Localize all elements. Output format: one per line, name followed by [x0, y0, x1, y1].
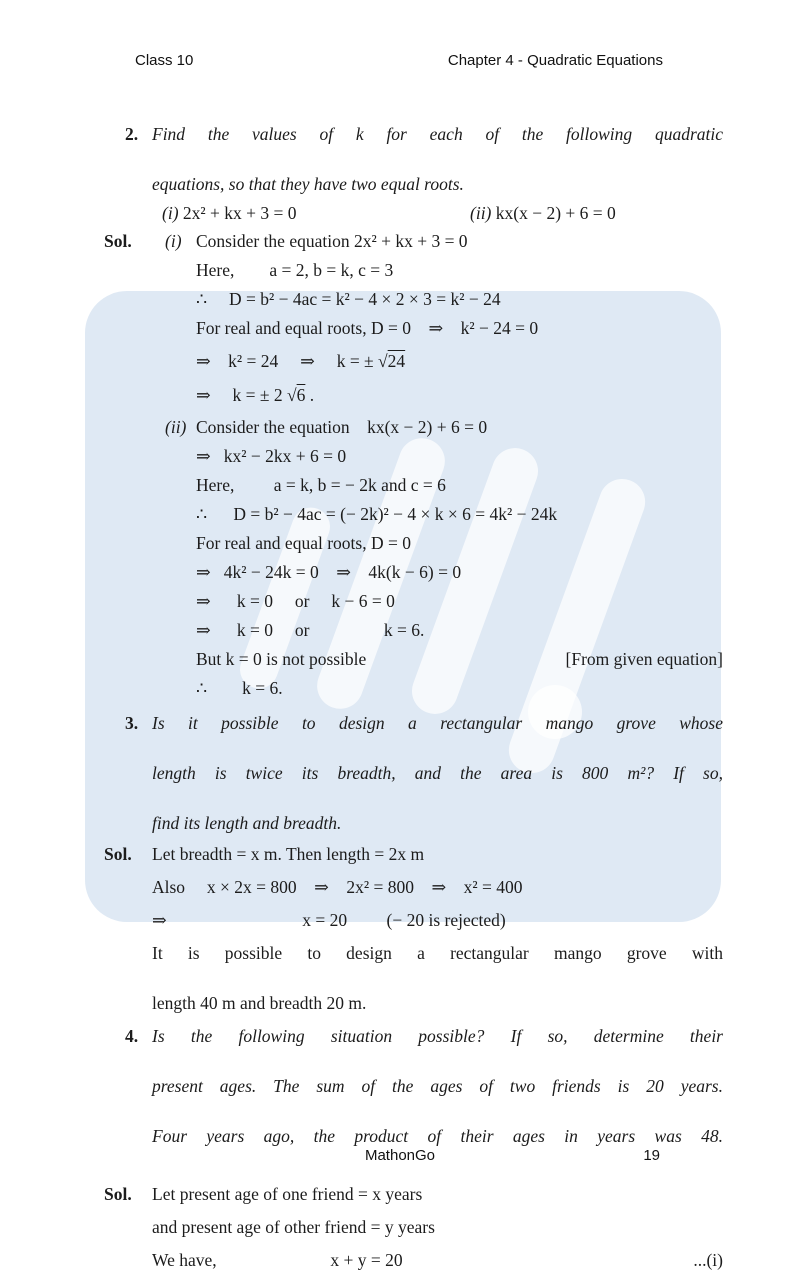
solution-label: Sol. [104, 231, 132, 251]
question-text-line: find its length and breadth. [152, 813, 342, 833]
question-text-line: Is it possible to design a rectangular mango grove whose [152, 713, 723, 733]
solution-conclusion [104, 941, 723, 1016]
question-number: 3. [125, 713, 139, 733]
step-text: ⇒ k = ± 2 √ [196, 385, 297, 405]
question-number: 2. [125, 124, 139, 144]
solution-step: ⇒ 4k² − 24k = 0 ⇒ 4k(k − 6) = 0 [196, 562, 462, 582]
step-text: Consider the equation kx(x − 2) + 6 = 0 [196, 417, 488, 437]
step-text: Let present age of one friend = x years [152, 1184, 423, 1204]
page-content [104, 122, 723, 1281]
solution-label: Sol. [104, 844, 132, 864]
solution-step: For real and equal roots, D = 0 [196, 533, 411, 553]
step-text: Let breadth = x m. Then length = 2x m [152, 844, 425, 864]
solution-step: For real and equal roots, D = 0 ⇒ k² − 24 = 0 [196, 318, 539, 338]
solution-step: ⇒ k = 0 or k − 6 = 0 [196, 591, 395, 611]
solution-3 [104, 842, 723, 1016]
equation-ii-text: kx(x − 2) + 6 = 0 [491, 203, 616, 223]
solution-step [104, 647, 723, 671]
equation-i [162, 200, 470, 226]
solution-step [104, 383, 723, 407]
solution-step: ∴ k = 6. [196, 678, 283, 698]
solution-step: ∴ D = b² − 4ac = (− 2k)² − 4 × k × 6 = 4k² − 24k [196, 504, 558, 524]
question-2-equations [162, 200, 723, 226]
header-chapter-title: Chapter 4 - Quadratic Equations [447, 52, 663, 69]
page-number: 19 [643, 1147, 660, 1164]
solution-step: and present age of other friend = y years [152, 1217, 435, 1237]
solution-step: ⇒ k = 0 or k = 6. [196, 620, 425, 640]
solution-2 [104, 229, 723, 700]
part-ii-marker: (ii) [165, 417, 187, 437]
page-footer [0, 1147, 800, 1167]
part-i-marker: (i) [165, 231, 182, 251]
step-text: But k = 0 is not possible [196, 649, 367, 669]
solution-step [104, 1182, 723, 1206]
equation-ii-label: (ii) [470, 203, 492, 223]
step-text: Consider the equation 2x² + kx + 3 = 0 [196, 231, 468, 251]
side-note: [From given equation] [565, 649, 723, 669]
solution-step: Here, a = k, b = − 2k and c = 6 [196, 475, 446, 495]
solution-step [104, 1248, 723, 1272]
step-text: We have, x + y = 20 [152, 1250, 403, 1270]
equation-ii [470, 200, 616, 226]
question-text-line: Four years ago, the product of their ages in years was 48. [152, 1126, 723, 1146]
equation-ref: ...(i) [693, 1250, 723, 1270]
solution-4 [104, 1182, 723, 1272]
header-class-label: Class 10 [135, 52, 194, 69]
question-text-line: Is the following situation possible? If so, determine their [152, 1026, 723, 1046]
question-text-line: length is twice its breadth, and the area is 800 m²? If so, [152, 763, 723, 783]
step-text: It is possible to design a rectangular mango grove with [152, 943, 723, 963]
brand-name: MathonGo [364, 1147, 436, 1164]
step-text: ⇒ k² = 24 ⇒ k = ± √ [196, 351, 388, 371]
step-text: . [305, 385, 315, 405]
solution-step [104, 349, 723, 373]
radicand: 24 [387, 351, 406, 371]
solution-step: Also x × 2x = 800 ⇒ 2x² = 800 ⇒ x² = 400 [152, 877, 523, 897]
question-text-line: present ages. The sum of the ages of two friends is 20 years. [152, 1076, 723, 1096]
question-2 [125, 122, 723, 197]
solution-step [104, 229, 723, 253]
solution-label: Sol. [104, 1184, 132, 1204]
equation-i-text: 2x² + kx + 3 = 0 [178, 203, 297, 223]
question-text-line: Find the values of k for each of the following quadratic [152, 124, 723, 144]
question-3 [125, 711, 723, 836]
solution-step [104, 842, 723, 866]
question-text-line: equations, so that they have two equal roots. [152, 174, 464, 194]
solution-step: ⇒ kx² − 2kx + 6 = 0 [196, 446, 347, 466]
step-text: length 40 m and breadth 20 m. [152, 993, 367, 1013]
equation-i-label: (i) [162, 203, 179, 223]
solution-step: Here, a = 2, b = k, c = 3 [196, 260, 394, 280]
radicand: 6 [296, 385, 306, 405]
question-number: 4. [125, 1026, 139, 1046]
solution-step [104, 415, 723, 439]
solution-step: ⇒ x = 20 (− 20 is rejected) [152, 910, 506, 930]
page-header [135, 52, 663, 69]
solution-step: ∴ D = b² − 4ac = k² − 4 × 2 × 3 = k² − 24 [196, 289, 501, 309]
